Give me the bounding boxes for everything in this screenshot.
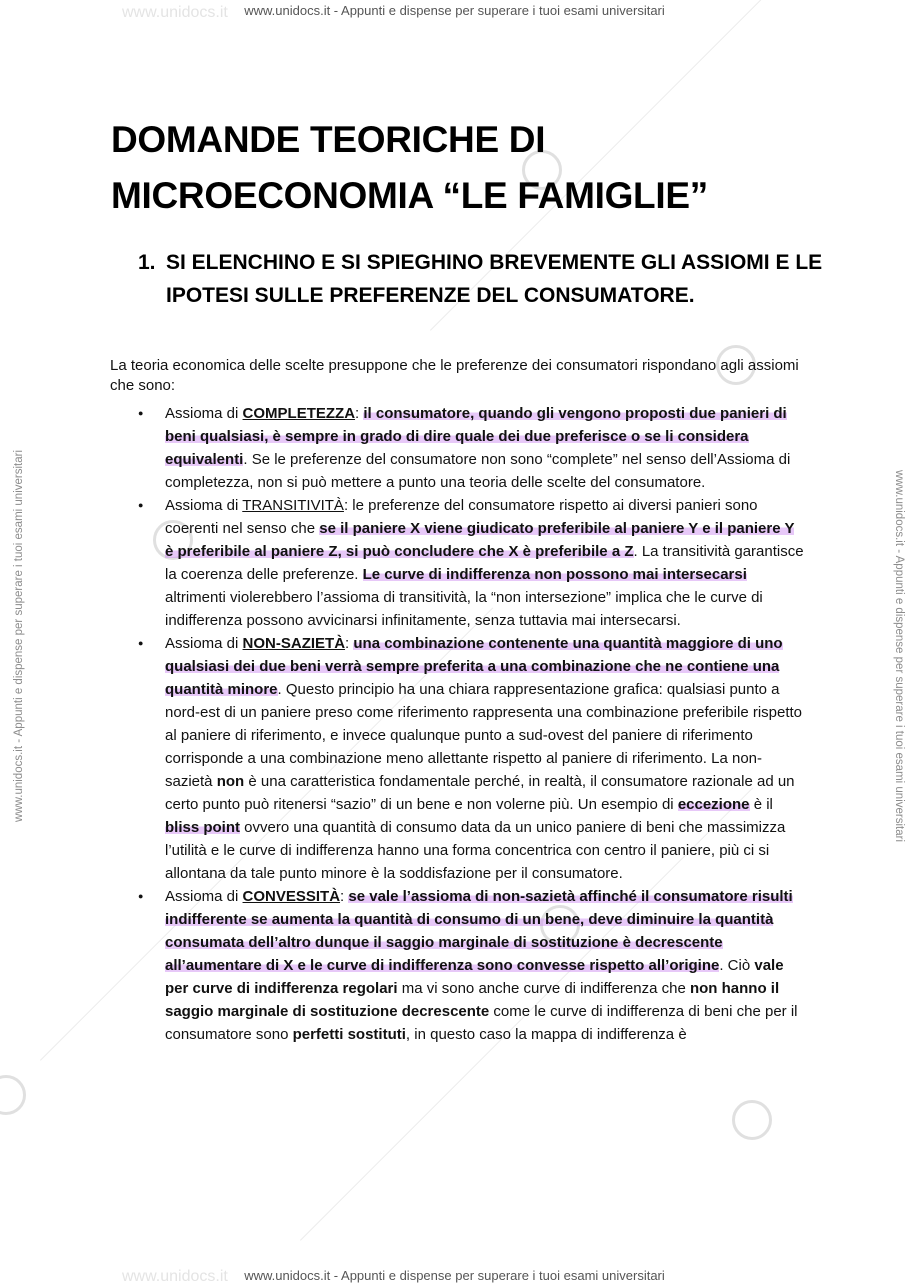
list-item-convessita xyxy=(165,885,805,1046)
question-number: 1. xyxy=(138,251,156,274)
bold-text: vale per curve di indifferenza regolari xyxy=(165,957,784,997)
highlighted-text: se il paniere X viene giudicato preferibile al paniere Y e il paniere Y è preferibile al paniere Z, si può concludere che X è preferibile a Z xyxy=(165,520,795,560)
axiom-text: . La transitività garantisce la coerenza delle preferenze. xyxy=(165,543,804,583)
watermark-left: www.unidocs.it - Appunti e dispense per superare i tuoi esami universitari xyxy=(13,449,25,823)
title-line-1: DOMANDE TEORICHE DI xyxy=(111,119,546,160)
axiom-text: come le curve di indifferenza di beni che per il consumatore sono xyxy=(165,1003,798,1043)
list-item-non-sazieta xyxy=(165,632,805,885)
watermark-top: www.unidocs.it - Appunti e dispense per superare i tuoi esami universitari xyxy=(244,3,665,18)
question-text: SI ELENCHINO E SI SPIEGHINO BREVEMENTE GLI ASSIOMI E LE IPOTESI SULLE PREFERENZE DEL CONSUMATORE. xyxy=(166,251,823,307)
bold-text: non xyxy=(216,773,245,790)
ghost-watermark: www.unidocs.it xyxy=(122,4,228,21)
page-title xyxy=(111,112,708,224)
axiom-colon: : xyxy=(345,635,354,652)
axiom-text: , in questo caso la mappa di indifferenza è xyxy=(405,1026,687,1043)
axiom-text: . Se le preferenze del consumatore non sono “complete” nel senso dell’Assioma di completezza, non si può mettere a punto una teoria delle scelte del consumatore. xyxy=(165,451,791,491)
axiom-colon: : xyxy=(340,888,349,905)
axiom-prefix: Assioma di xyxy=(165,635,243,652)
title-line-2: MICROECONOMIA “LE FAMIGLIE” xyxy=(111,175,708,216)
watermark-logo-icon xyxy=(0,1075,26,1115)
axiom-text: ma vi sono anche curve di indifferenza che xyxy=(397,980,690,997)
axiom-text: . Questo principio ha una chiara rappresentazione grafica: qualsiasi punto a nord-est di un paniere preso come riferimento rappresenta una combinazione preferibile rispetto al paniere di riferimento, e invece qualunque punto a sud-ovest del paniere di riferimento corrisponde a una combinazione meno allettante rispetto al paniere di riferimento. La non-sazietà xyxy=(165,681,803,790)
axiom-prefix: Assioma di xyxy=(165,497,243,514)
axioms-list xyxy=(165,402,805,1046)
axiom-text: ovvero una quantità di consumo data da un unico paniere di beni che massimizza l’utilità e le curve di indifferenza hanno una forma concentrica con centro il paniere, più ci si allontana da tale punto minore è la soddisfazione per il consumatore. xyxy=(165,819,786,882)
axiom-name: TRANSITIVITÀ xyxy=(242,497,344,514)
axiom-colon: : xyxy=(355,405,364,422)
watermark-bottom: www.unidocs.it - Appunti e dispense per superare i tuoi esami universitari xyxy=(244,1268,665,1283)
axiom-text: è il xyxy=(749,796,773,813)
watermark-right: www.unidocs.it - Appunti e dispense per superare i tuoi esami universitari xyxy=(893,469,905,843)
highlighted-text: il consumatore, quando gli vengono proposti due panieri di beni qualsiasi, è sempre in grado di dire quale dei due preferisce o se li considera equivalenti xyxy=(165,405,787,468)
axiom-name: CONVESSITÀ xyxy=(242,888,341,905)
axiom-text: altrimenti violerebbero l’assioma di transitività, la “non intersezione” implica che le curve di indifferenza possono avvicinarsi infinitamente, senza tuttavia mai intersecarsi. xyxy=(165,589,763,629)
axiom-text: : le preferenze del consumatore rispetto ai diversi panieri sono coerenti nel senso che xyxy=(165,497,758,537)
list-item-completezza xyxy=(165,402,805,494)
watermark-logo-icon xyxy=(732,1100,772,1140)
axiom-name: COMPLETEZZA xyxy=(242,405,356,422)
highlighted-text: eccezione xyxy=(677,796,750,813)
ghost-watermark: www.unidocs.it xyxy=(122,1268,228,1285)
bold-text: perfetti sostituti xyxy=(292,1026,406,1043)
axiom-name: NON-SAZIETÀ xyxy=(242,635,346,652)
question-heading xyxy=(138,246,828,312)
highlighted-text: se vale l’assioma di non-sazietà affinché il consumatore risulti indifferente se aumenta la quantità di consumo di un bene, deve diminuire la quantità consumata dell’altro dunque il saggio marginale di sostituzione è decrescente all’aumentare di X e le curve di indifferenza sono convesse rispetto all’origine xyxy=(165,888,793,974)
list-item-transitivita xyxy=(165,494,805,632)
axiom-prefix: Assioma di xyxy=(165,888,243,905)
bold-text: non hanno il saggio marginale di sostituzione decrescente xyxy=(165,980,780,1020)
highlighted-text: una combinazione contenente una quantità maggiore di uno qualsiasi dei due beni verrà sempre preferita a una combinazione che ne contiene una quantità minore xyxy=(165,635,783,698)
axiom-prefix: Assioma di xyxy=(165,405,243,422)
axiom-text: è una caratteristica fondamentale perché, in realtà, il consumatore razionale ad un certo punto può ritenersi “sazio” di un bene e non volerne più. Un esempio di xyxy=(165,773,795,813)
highlighted-text: bliss point xyxy=(165,819,240,836)
intro-paragraph: La teoria economica delle scelte presuppone che le preferenze dei consumatori rispondano agli assiomi che sono: xyxy=(110,357,799,394)
highlighted-text: Le curve di indifferenza non possono mai intersecarsi xyxy=(362,566,747,583)
axiom-text: . Ciò xyxy=(719,957,755,974)
